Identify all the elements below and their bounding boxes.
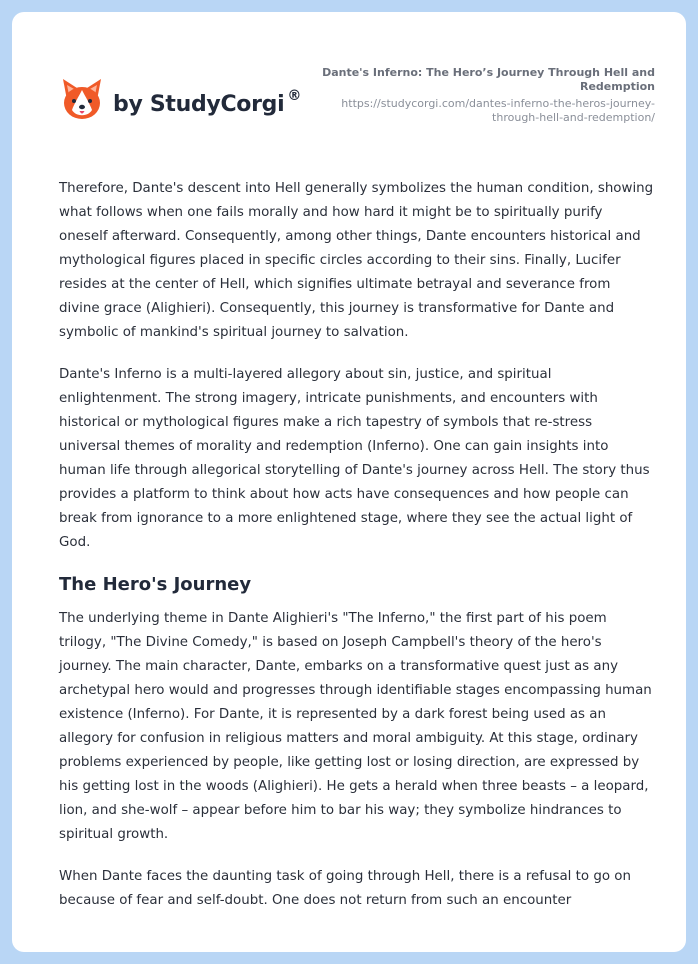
studycorgi-logo[interactable] bbox=[60, 76, 301, 122]
paragraph: Dante's Inferno is a multi-layered allegory about sin, justice, and spiritual enlightenment. The strong imagery, intricate punishments, and encounters with historical or mythological figures make a rich tapestry of symbols that re-stress universal themes of morality and redemption (Inferno). One can gain insights into human life through allegorical storytelling of Dante's journey across Hell. The story thus provides a platform to think about how acts have consequences and how people can break from ignorance to a more enlightened stage, where they see the actual light of God. bbox=[59, 367, 650, 550]
section-heading: The Hero's Journey bbox=[59, 574, 252, 595]
brand-name: by StudyCorgi ® bbox=[113, 87, 302, 117]
paragraph: The underlying theme in Dante Alighieri's "The Inferno," the first part of his poem trilogy, "The Divine Comedy," is based on Joseph Campbell's theory of the hero's journey. The main character, Dante, embarks on a transformative quest just as any archetypal hero would and progresses through identifiable stages encompassing human existence (Inferno). For Dante, it is represented by a dark forest being used as an allegory for confusion in religious matters and moral ambiguity. At this stage, ordinary problems experienced by people, like getting lost or losing direction, are expressed by his getting lost in the woods (Alighieri). He gets a herald when three beasts – a leopard, lion, and she-wolf – appear before him to bar his way; they symbolize hindrances to spiritual growth. bbox=[59, 611, 652, 842]
document-url[interactable]: https://studycorgi.com/dantes-inferno-the-heros-journey-through-hell-and-redemption/ bbox=[341, 97, 655, 124]
document-page bbox=[12, 12, 686, 952]
document-title: Dante's Inferno: The Hero’s Journey Through Hell and Redemption bbox=[322, 66, 655, 93]
page-header bbox=[12, 12, 686, 152]
corgi-icon bbox=[60, 76, 104, 122]
document-meta bbox=[315, 66, 655, 125]
registered-mark: ® bbox=[287, 87, 302, 104]
paragraph: When Dante faces the daunting task of going through Hell, there is a refusal to go on because of fear and self-doubt. One does not return from such an encounter bbox=[59, 869, 631, 908]
article-body bbox=[59, 177, 655, 931]
paragraph: Therefore, Dante's descent into Hell generally symbolizes the human condition, showing what follows when one fails morally and how hard it might be to spiritually purify oneself afterward. Consequently, among other things, Dante encounters historical and mythological figures placed in specific circles according to their sins. Finally, Lucifer resides at the center of Hell, which signifies ultimate betrayal and severance from divine grace (Alighieri). Consequently, this journey is transformative for Dante and symbolic of mankind's spiritual journey to salvation. bbox=[59, 181, 654, 340]
